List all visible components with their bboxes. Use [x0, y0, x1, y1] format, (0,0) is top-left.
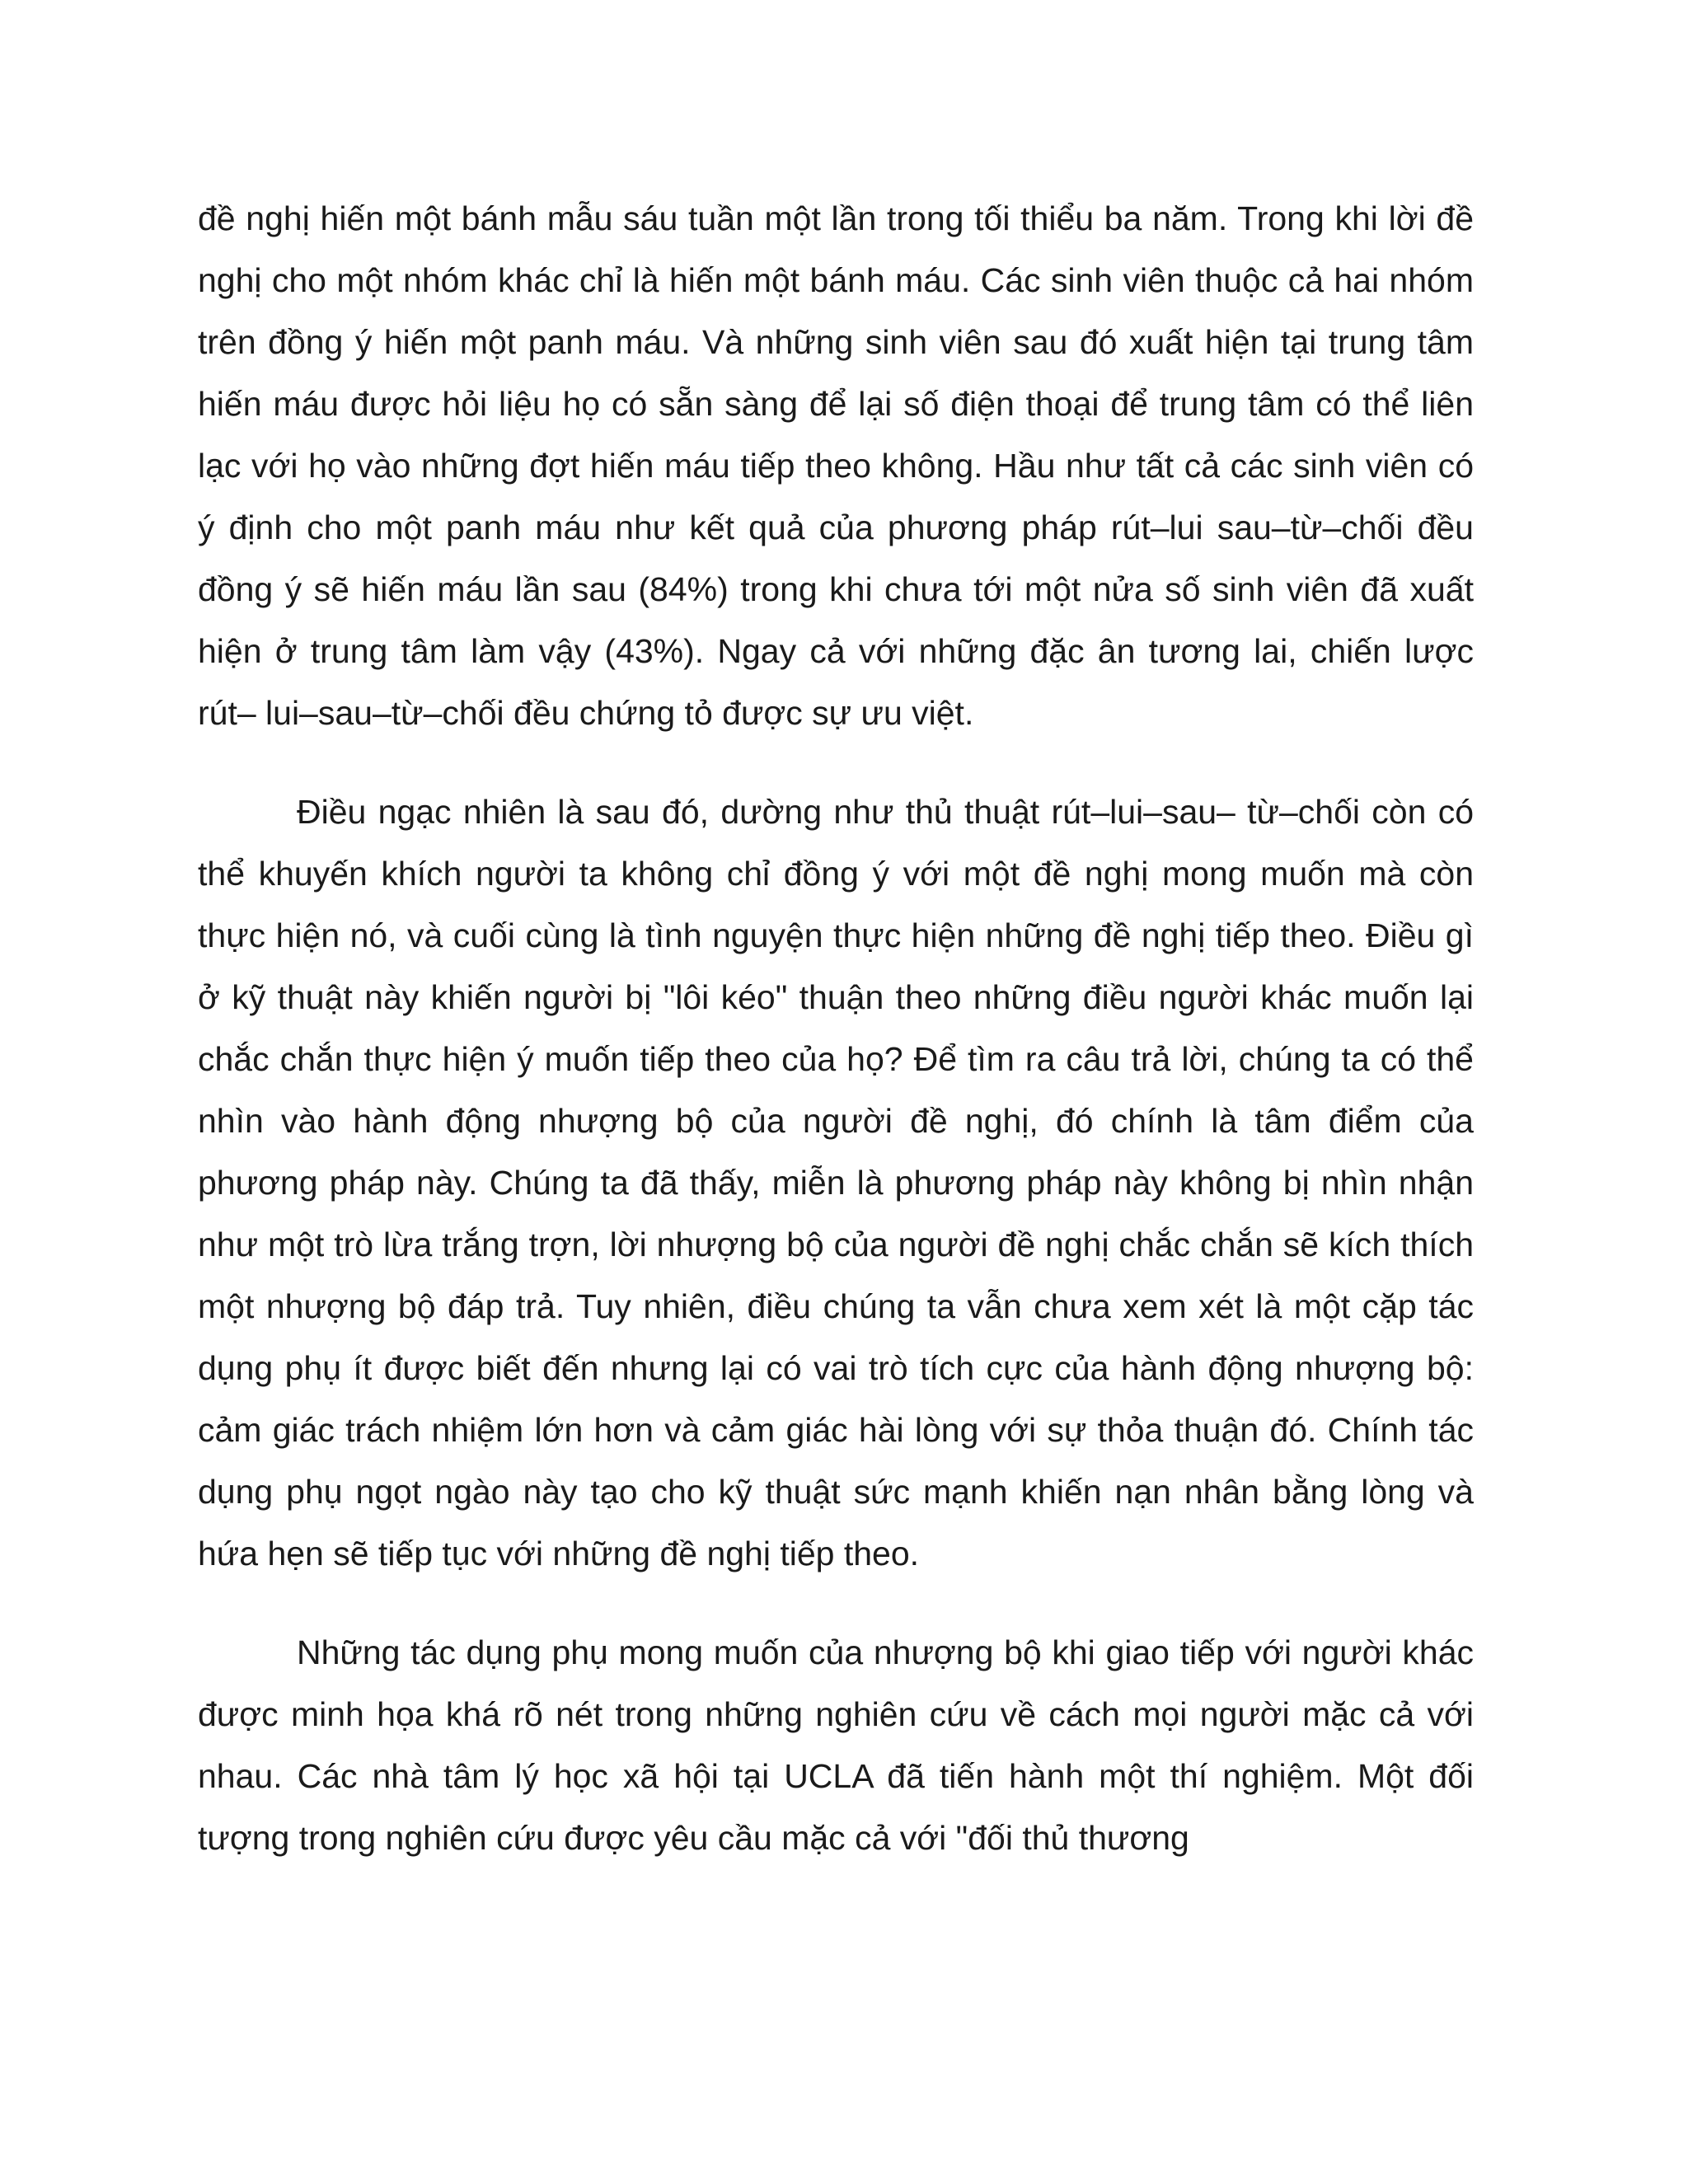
paragraph-3: Những tác dụng phụ mong muốn của nhượng bộ khi giao tiếp với người khác được minh họa khá rõ nét trong những nghiên cứu về cách mọi người mặc cả với nhau. Các nhà tâm lý học xã hội tại UCLA đã tiến hành một thí nghiệm. Một đối tượng trong nghiên cứu được yêu cầu mặc cả với "đối thủ thương [198, 1633, 1474, 1857]
document-page [198, 188, 1474, 1869]
paragraph-1: đề nghị hiến một bánh mẫu sáu tuần một lần trong tối thiểu ba năm. Trong khi lời đề nghị cho một nhóm khác chỉ là hiến một bánh máu. Các sinh viên thuộc cả hai nhóm trên đồng ý hiến một panh máu. Và những sinh viên sau đó xuất hiện tại trung tâm hiến máu được hỏi liệu họ có sẵn sàng để lại số điện thoại để trung tâm có thể liên lạc với họ vào những đợt hiến máu tiếp theo không. Hầu như tất cả các sinh viên có ý định cho một panh máu như kết quả của phương pháp rút–lui sau–từ–chối đều đồng ý sẽ hiến máu lần sau (84%) trong khi chưa tới một nửa số sinh viên đã xuất hiện ở trung tâm làm vậy (43%). Ngay cả với những đặc ân tương lai, chiến lược rút– lui–sau–từ–chối đều chứng tỏ được sự ưu việt. [198, 199, 1474, 732]
paragraph-2: Điều ngạc nhiên là sau đó, dường như thủ thuật rút–lui–sau– từ–chối còn có thể khuyến khích người ta không chỉ đồng ý với một đề nghị mong muốn mà còn thực hiện nó, và cuối cùng là tình nguyện thực hiện những đề nghị tiếp theo. Điều gì ở kỹ thuật này khiến người bị "lôi kéo" thuận theo những điều người khác muốn lại chắc chắn thực hiện ý muốn tiếp theo của họ? Để tìm ra câu trả lời, chúng ta có thể nhìn vào hành động nhượng bộ của người đề nghị, đó chính là tâm điểm của phương pháp này. Chúng ta đã thấy, miễn là phương pháp này không bị nhìn nhận như một trò lừa trắng trợn, lời nhượng bộ của người đề nghị chắc chắn sẽ kích thích một nhượng bộ đáp trả. Tuy nhiên, điều chúng ta vẫn chưa xem xét là một cặp tác dụng phụ ít được biết đến nhưng lại có vai trò tích cực của hành động nhượng bộ: cảm giác trách nhiệm lớn hơn và cảm giác hài lòng với sự thỏa thuận đó. Chính tác dụng phụ ngọt ngào này tạo cho kỹ thuật sức mạnh khiến nạn nhân bằng lòng và hứa hẹn sẽ tiếp tục với những đề nghị tiếp theo. [198, 793, 1474, 1572]
